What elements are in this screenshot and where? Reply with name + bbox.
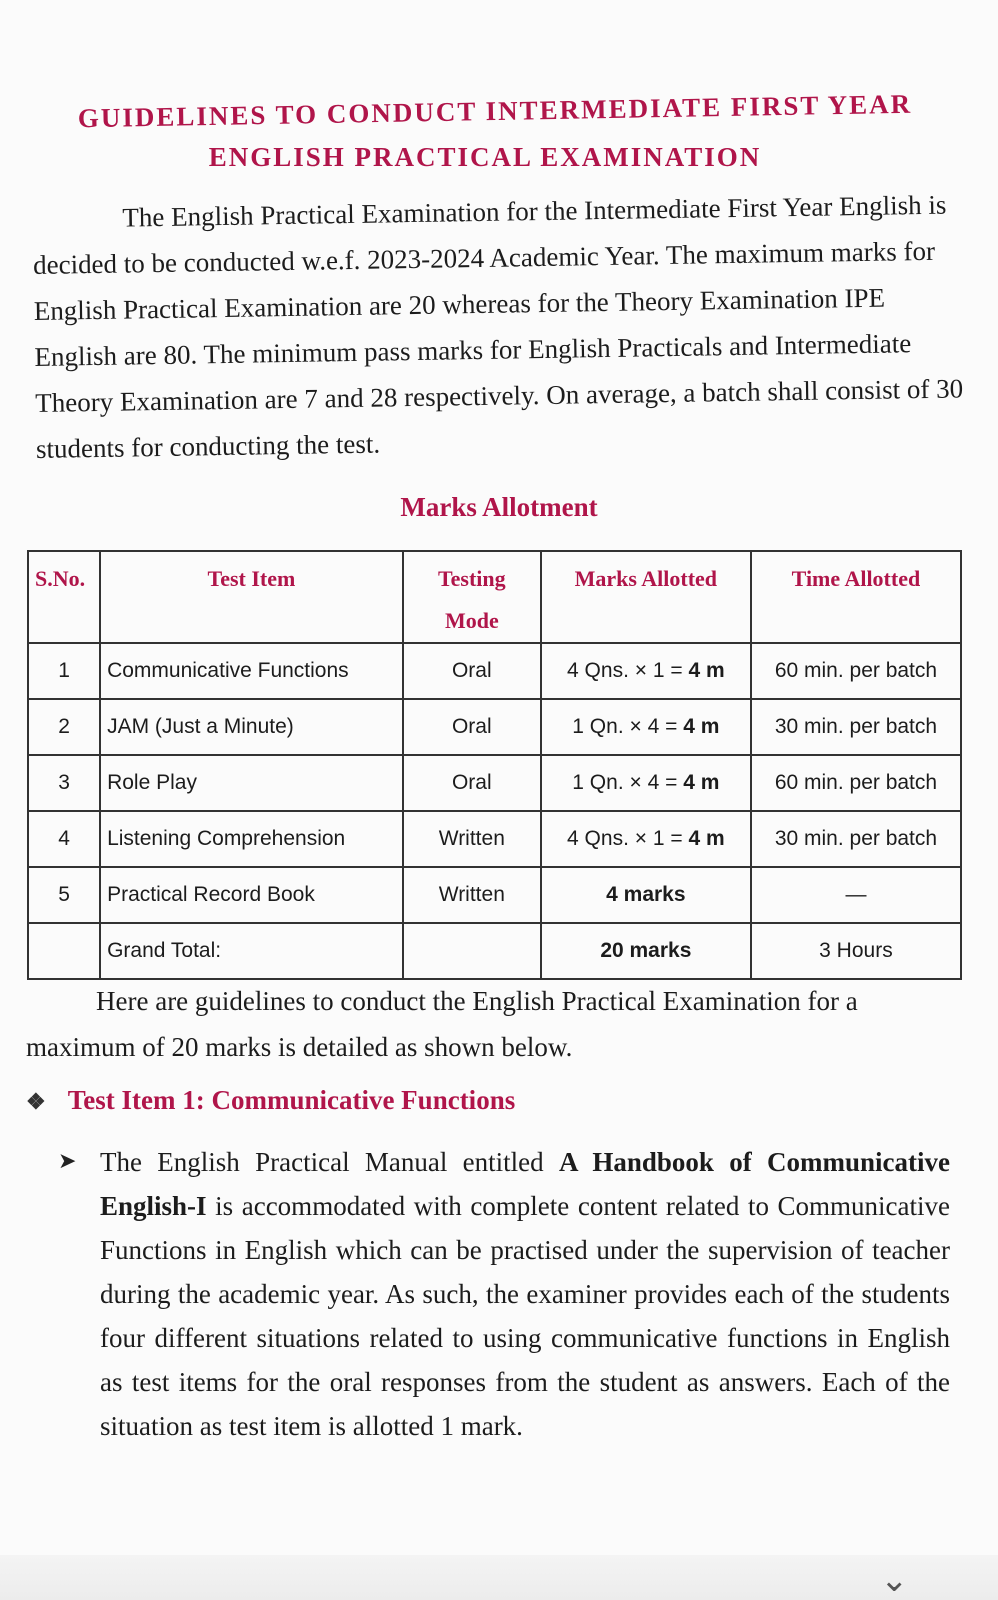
bullet-text-post: is accommodated with complete content related to Communicative Functions in English which can be practised under the supervision of teacher during the academic year. As such, the examiner provides each of the students four different situations related to using communicative functions in English as test items for the oral responses from the student as answers. Each of the situation as test item is allotted 1 mark. <box>100 1191 950 1441</box>
cell-sno-empty <box>28 923 100 979</box>
test-item-heading-text: Test Item 1: Communicative Functions <box>67 1085 516 1115</box>
cell-marks <box>541 643 751 699</box>
cell-sno: 5 <box>28 867 100 923</box>
cell-item: Communicative Functions <box>100 643 403 699</box>
table-row <box>28 867 961 923</box>
cell-marks <box>541 867 751 923</box>
marks-formula: 4 Qns. × 1 = <box>567 827 689 850</box>
header-mode-line2: Mode <box>444 608 499 633</box>
cell-sno: 3 <box>28 755 100 811</box>
bullet-text-pre: The English Practical Manual entitled <box>100 1147 559 1177</box>
table-row <box>28 643 961 699</box>
marks-formula: 1 Qn. × 4 = <box>572 715 684 738</box>
cell-item: Listening Comprehension <box>100 811 403 867</box>
chevron-down-icon[interactable]: ⌄ <box>880 1562 909 1599</box>
grand-total-time: 3 Hours <box>751 923 961 979</box>
grand-total-marks: 20 marks <box>541 923 751 979</box>
header-sno: S.No. <box>28 551 100 643</box>
cell-mode: Oral <box>403 755 541 811</box>
header-time: Time Allotted <box>751 551 961 643</box>
cell-time: 60 min. per batch <box>751 755 961 811</box>
table-row <box>28 699 961 755</box>
cell-item: JAM (Just a Minute) <box>100 699 403 755</box>
header-testing-mode <box>403 551 541 643</box>
marks-formula: 1 Qn. × 4 = <box>572 771 684 794</box>
cell-item: Role Play <box>100 755 403 811</box>
arrow-bullet-icon: ➤ <box>58 1148 77 1173</box>
table-row <box>28 755 961 811</box>
bullet-paragraph <box>100 1140 950 1448</box>
cell-marks <box>541 811 751 867</box>
marks-formula: 4 Qns. × 1 = <box>567 659 689 682</box>
cell-time: 30 min. per batch <box>751 811 961 867</box>
marks-table <box>27 550 962 980</box>
marks-value: 4 m <box>683 715 720 738</box>
marks-value: 4 m <box>688 827 725 850</box>
marks-value: 4 marks <box>606 883 686 906</box>
intro-paragraph: The English Practical Examination for the Intermediate First Year English is decided to be conducted w.e.f. 2023-2024 Academic Year. The maximum marks for English Practical Examination are 20 whereas for the Theory Examination IPE English are 80. The minimum pass marks for English Practicals and Intermediate Theory Examination are 7 and 28 respectively. On average, a batch shall consist of 30 students for conducting the test. <box>32 189 964 464</box>
after-table-paragraph: Here are guidelines to conduct the English Practical Examination for a maximum of 20 marks is detailed as shown below. <box>26 986 858 1062</box>
cell-sno: 4 <box>28 811 100 867</box>
cell-mode: Written <box>403 811 541 867</box>
cell-time: 60 min. per batch <box>751 643 961 699</box>
cell-sno: 1 <box>28 643 100 699</box>
header-mode-line1: Testing <box>437 566 506 591</box>
cell-mode-empty <box>403 923 541 979</box>
cell-sno: 2 <box>28 699 100 755</box>
cell-mode: Oral <box>403 643 541 699</box>
test-item-heading <box>26 1085 515 1116</box>
marks-allotment-title: Marks Allotment <box>400 492 598 522</box>
marks-value: 4 m <box>683 771 720 794</box>
cell-time: 30 min. per batch <box>751 699 961 755</box>
table-header-row <box>28 551 961 643</box>
header-test-item: Test Item <box>100 551 403 643</box>
cell-mode: Oral <box>403 699 541 755</box>
table-total-row <box>28 923 961 979</box>
title-line-2: ENGLISH PRACTICAL EXAMINATION <box>208 142 762 172</box>
cell-marks <box>541 699 751 755</box>
grand-total-label: Grand Total: <box>100 923 403 979</box>
table-row <box>28 811 961 867</box>
cell-mode: Written <box>403 867 541 923</box>
marks-value: 4 m <box>688 659 725 682</box>
title-line-1: GUIDELINES TO CONDUCT INTERMEDIATE FIRST YEAR <box>77 88 913 134</box>
handbook-title: A Handbook of Communicative English-I <box>100 1147 950 1221</box>
header-marks: Marks Allotted <box>541 551 751 643</box>
viewer-bottom-bar <box>0 1555 998 1600</box>
cell-marks <box>541 755 751 811</box>
cell-time: — <box>751 867 961 923</box>
cell-item: Practical Record Book <box>100 867 403 923</box>
diamond-bullet-icon: ❖ <box>26 1089 46 1114</box>
